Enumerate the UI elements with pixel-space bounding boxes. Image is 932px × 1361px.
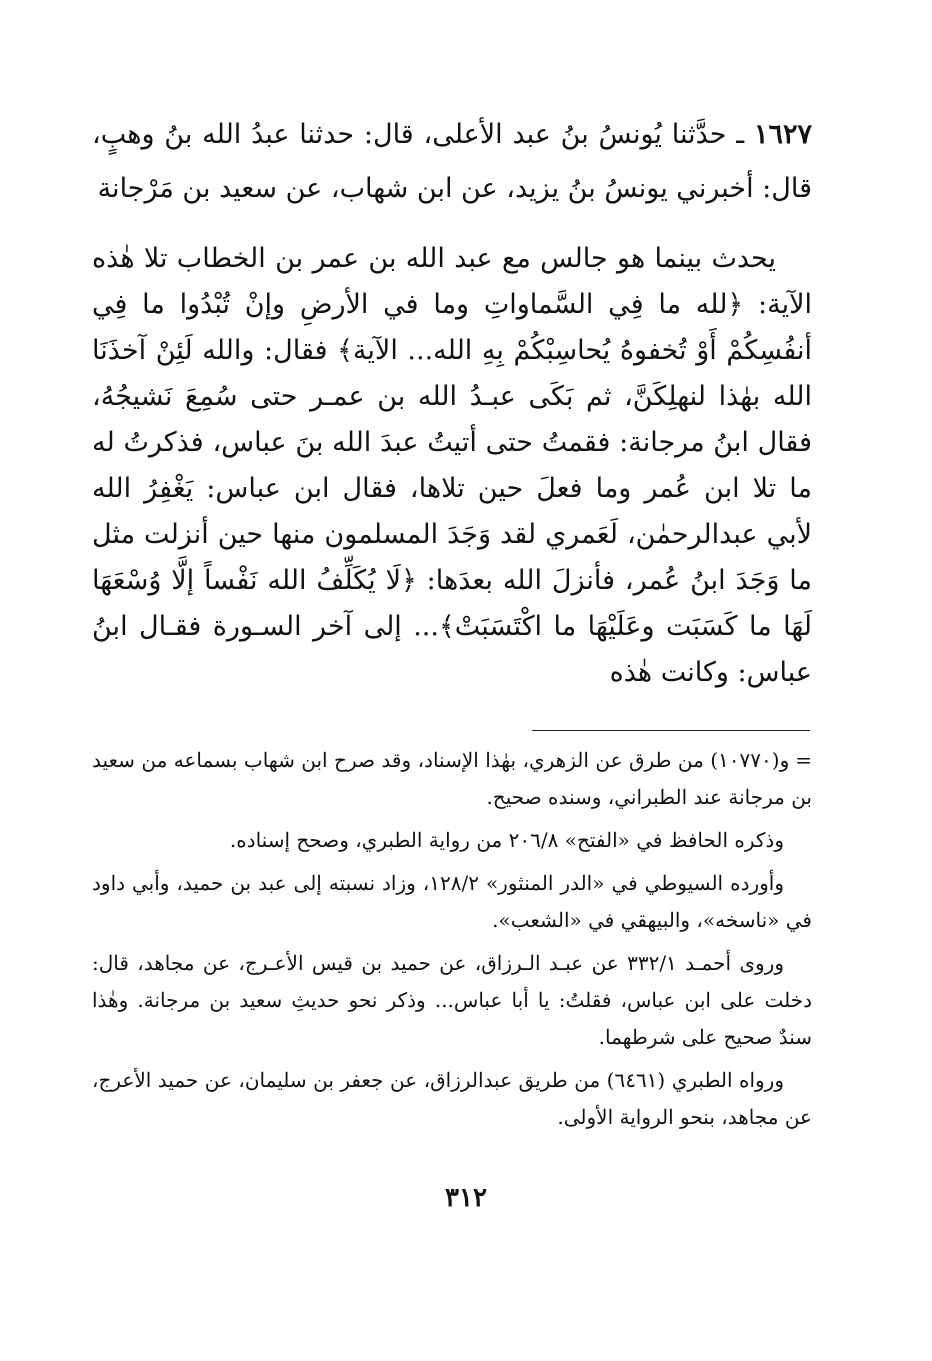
footnote-note-4: وروى أحمـد ٣٣٢/١ عن عبـد الـرزاق، عن حميد بن قيس الأعـرج، عن مجاهد، قال: دخلت على ابن عباس، فقلتُ: يا أبا عباس... وذكر نحو حديثِ سعيد بن مرجانة. وهٰذا سندٌ صحيح على شرطهما. <box>92 951 812 1049</box>
hadith-isnad <box>92 108 812 216</box>
footnote-note-1: و(١٠٧٧٠) من طرق عن الزهري، بهٰذا الإسناد، وقد صرح ابن شهاب بسماعه من سعيد بن مرجانة عند الطبراني، وسنده صحيح. <box>92 748 812 809</box>
hadith-isnad-text: ـ حدَّثنا يُونسُ بنُ عبد الأعلى، قال: حدثنا عبدُ الله بنُ وهبٍ، قال: أخبرني يونسُ بنُ يزيد، عن ابن شهاب، عن سعيد بن مَرْجانة <box>92 119 812 204</box>
footnotes-block <box>92 742 812 1142</box>
footnote-note-2: وذكره الحافظ في «الفتح» ٢٠٦/٨ من رواية الطبري، وصحح إسناده. <box>229 828 784 852</box>
footnote-note-5: ورواه الطبري (٦٤٦١) من طريق عبدالرزاق، عن جعفر بن سليمان، عن حميد الأعرج، عن مجاهد، بنحو الرواية الأولى. <box>92 1068 812 1129</box>
continuation-mark: = <box>795 748 812 772</box>
footnote-continuation <box>92 742 812 816</box>
page-number: ٣١٢ <box>445 1183 487 1213</box>
hadith-text-block <box>92 108 812 696</box>
footnote-note-3: وأورده السيوطي في «الدر المنثور» ١٢٨/٢، وزاد نسبته إلى عبد بن حميد، وأبي داود في «ناسخه»، والبيهقي في «الشعب». <box>92 871 812 932</box>
hadith-number: ١٦٢٧ <box>753 119 812 150</box>
hadith-matn: يحدث بينما هو جالس مع عبد الله بن عمر بن الخطاب تلا هٰذه الآية: ﴿لله ما فِي السَّماواتِ وما في الأرضِ وإنْ تُبْدُوا ما فِي أنفُسِكُمْ أَوْ تُخفوهُ يُحاسِبْكُمْ بِهِ الله... الآية﴾ فقال: والله لَئِنْ آخذَنَا الله بهٰذا لنهلِكَنَّ، ثم بَكَى عبـدُ الله بن عمـر حتى سُمِعَ نَشيجُهُ، فقال ابنُ مرجانة: فقمتُ حتى أتيتُ عبدَ الله بنَ عباس، فذكرتُ له ما تلا ابن عُمر وما فعلَ حين تلاها، فقال ابن عباس: يَغْفِرُ الله لأبي عبدالرحمٰن، لَعَمري لقد وَجَدَ المسلمون منها حين أنزلت مثل ما وَجَدَ ابنُ عُمر، فأنزلَ الله بعدَها: ﴿لَا يُكَلِّفُ الله نَفْساً إلَّا وُسْعَهَا لَهَا ما كَسَبَت وعَلَيْهَا ما اكْتَسَبَتْ﴾... إلى آخر السـورة فقـال ابنُ عباس: وكانت هٰذه <box>92 243 812 688</box>
footnote-separator <box>532 730 810 731</box>
